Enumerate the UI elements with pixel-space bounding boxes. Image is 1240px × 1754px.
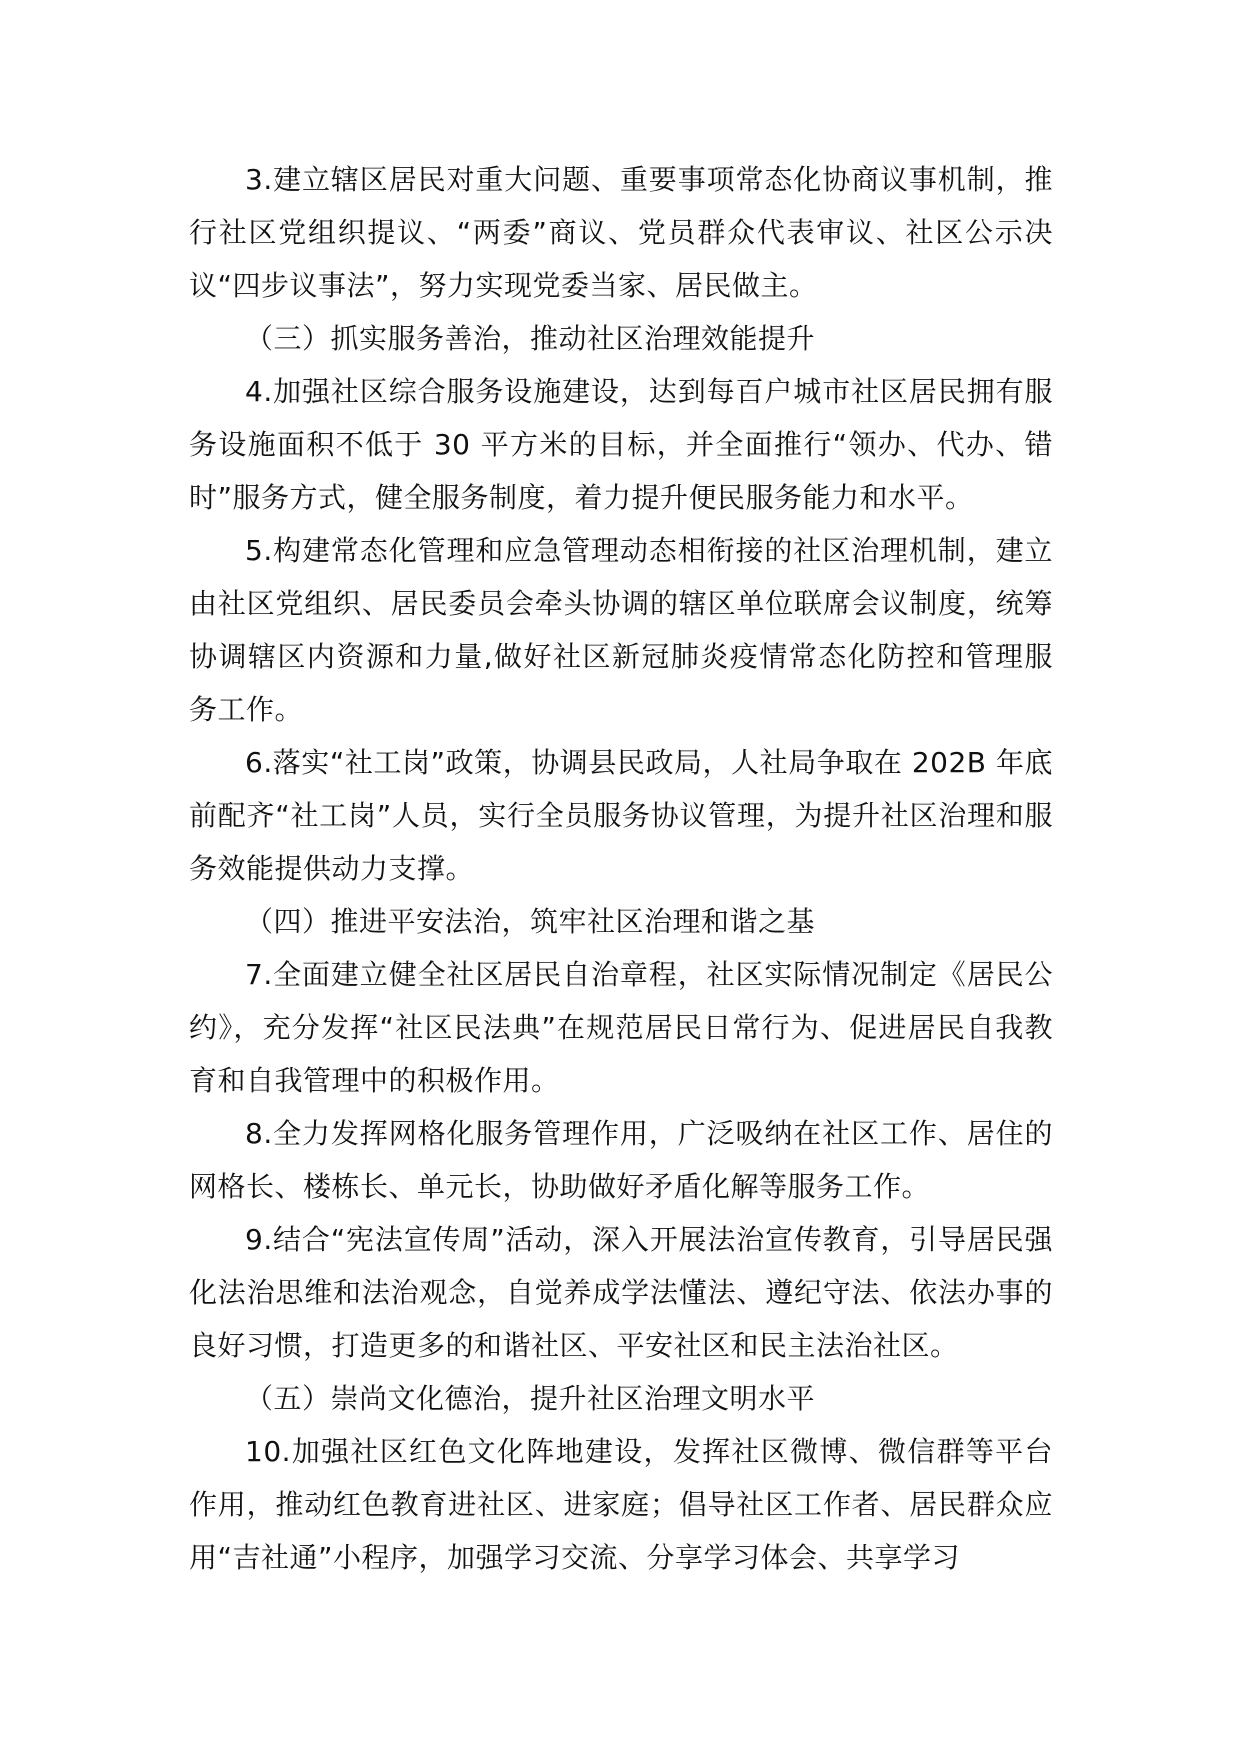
section-heading-4: （四）推进平安法治，筑牢社区治理和谐之基 — [245, 905, 816, 938]
paragraph-item-6: 6.落实“社工岗”政策，协调县民政局，人社局争取在 202B 年底前配齐“社工岗”人员，实行全员服务协议管理，为提升社区治理和服务效能提供动力支撑。 — [189, 746, 1053, 885]
paragraph-item-5: 5.构建常态化管理和应急管理动态相衔接的社区治理机制，建立由社区党组织、居民委员会牵头协调的辖区单位联席会议制度，统筹协调辖区内资源和力量,做好社区新冠肺炎疫情常态化防控和管理服务工作。 — [189, 534, 1053, 726]
paragraph-item-8: 8.全力发挥网格化服务管理作用，广泛吸纳在社区工作、居住的网格长、楼栋长、单元长，协助做好矛盾化解等服务工作。 — [189, 1117, 1053, 1203]
paragraph-item-9: 9.结合“宪法宣传周”活动，深入开展法治宣传教育，引导居民强化法治思维和法治观念，自觉养成学法懂法、遵纪守法、依法办事的良好习惯，打造更多的和谐社区、平安社区和民主法治社区。 — [189, 1223, 1053, 1362]
section-heading-5: （五）崇尚文化德治，提升社区治理文明水平 — [245, 1382, 816, 1415]
document-body — [189, 153, 1053, 1584]
section-heading-3: （三）抓实服务善治，推动社区治理效能提升 — [245, 322, 816, 355]
paragraph-item-4: 4.加强社区综合服务设施建设，达到每百户城市社区居民拥有服务设施面积不低于 30 平方米的目标，并全面推行“领办、代办、错时”服务方式，健全服务制度，着力提升便民服务能力和水平。 — [189, 375, 1053, 514]
paragraph-item-3: 3.建立辖区居民对重大问题、重要事项常态化协商议事机制，推行社区党组织提议、“两委”商议、党员群众代表审议、社区公示决议“四步议事法”，努力实现党委当家、居民做主。 — [189, 163, 1053, 302]
paragraph-item-10: 10.加强社区红色文化阵地建设，发挥社区微博、微信群等平台作用，推动红色教育进社区、进家庭；倡导社区工作者、居民群众应用“吉社通”小程序，加强学习交流、分享学习体会、共享学习 — [189, 1435, 1053, 1574]
paragraph-item-7: 7.全面建立健全社区居民自治章程，社区实际情况制定《居民公约》，充分发挥“社区民法典”在规范居民日常行为、促进居民自我教育和自我管理中的积极作用。 — [189, 958, 1053, 1097]
